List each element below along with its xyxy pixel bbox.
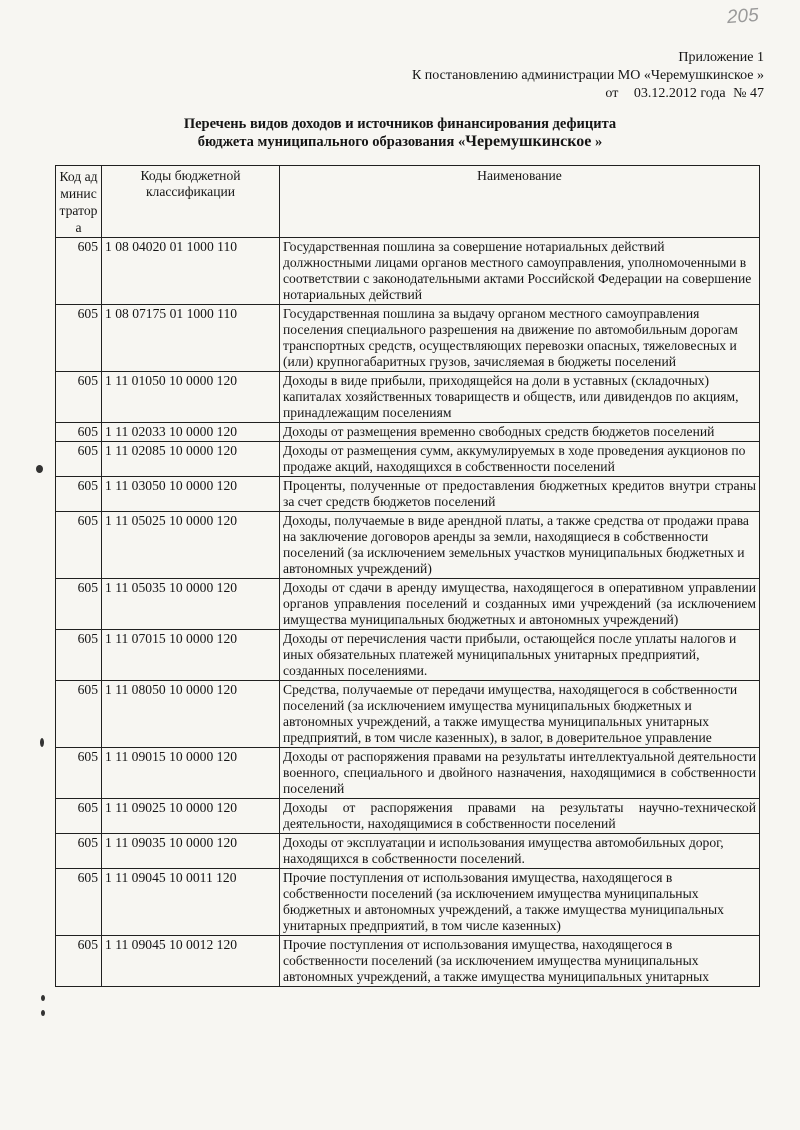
- table-row: [56, 477, 760, 512]
- table-row: [56, 423, 760, 442]
- admin-code-cell: 605: [56, 238, 102, 305]
- table-row: [56, 372, 760, 423]
- admin-code-cell: 605: [56, 372, 102, 423]
- document-header: [412, 49, 764, 103]
- admin-code-cell: 605: [56, 579, 102, 630]
- budget-code-cell: 1 11 05025 10 0000 120: [102, 512, 280, 579]
- table-row: [56, 834, 760, 869]
- admin-code-cell: 605: [56, 512, 102, 579]
- budget-code-cell: 1 08 07175 01 1000 110: [102, 305, 280, 372]
- title-line-1: Перечень видов доходов и источников финансирования дефицита: [183, 116, 617, 132]
- revenue-name-cell: Доходы, получаемые в виде арендной платы, а также средства от продажи права на заключение договоров аренды за земли, находящиеся в собственности поселений (за исключением земельных участков муниципальных бюджетных и автономных учреждений): [280, 512, 760, 579]
- revenue-name-cell: Доходы в виде прибыли, приходящейся на доли в уставных (складочных) капиталах хозяйственных товариществ и обществ, или дивидендов по акциям, принадлежащим поселениям: [280, 372, 760, 423]
- from-label: от: [605, 86, 619, 101]
- budget-code-cell: 1 11 09035 10 0000 120: [102, 834, 280, 869]
- admin-code-cell: 605: [56, 423, 102, 442]
- revenue-name-cell: Доходы от эксплуатации и использования имущества автомобильных дорог, находящихся в собственности поселений.: [280, 834, 760, 869]
- decree-date-line: [412, 85, 764, 103]
- decree-reference: К постановлению администрации МО «Черемушкинское »: [411, 68, 764, 83]
- admin-code-cell: 605: [56, 442, 102, 477]
- appendix-label: Приложение 1: [678, 50, 764, 65]
- scan-mark: [40, 738, 44, 747]
- revenue-name-cell: Доходы от сдачи в аренду имущества, находящегося в оперативном управлении органов управления поселений и созданных ими учреждений (за исключением имущества муниципальных бюджетных и автономных учреждений): [280, 579, 760, 630]
- admin-code-cell: 605: [56, 630, 102, 681]
- decree-date: 03.12.2012 года: [633, 86, 726, 101]
- table-row: [56, 579, 760, 630]
- header-name: Наименование: [280, 166, 760, 238]
- table-row: [56, 512, 760, 579]
- scan-mark: [41, 995, 45, 1001]
- table-header-row: [56, 166, 760, 238]
- revenue-name-cell: Прочие поступления от использования имущества, находящегося в собственности поселений (за исключением имущества муниципальных бюджетных и автономных учреждений, а также имущества муниципальных унитарных предприятий, в том числе казенных): [280, 869, 760, 936]
- table-row: [56, 630, 760, 681]
- decree-number: № 47: [733, 86, 764, 101]
- header-budget-code: Коды бюджетной классификации: [102, 166, 280, 238]
- revenue-name-cell: Государственная пошлина за выдачу органом местного самоуправления поселения специального разрешения на движение по автомобильным дорогам транспортных средств, осуществляющих перевозки опасных, тяжеловесных и (или) крупногабаритных грузов, зачисляемая в бюджеты поселений: [280, 305, 760, 372]
- revenue-name-cell: Прочие поступления от использования имущества, находящегося в собственности поселений (за исключением имущества муниципальных автономных учреждений, а также имущества муниципальных унитарных: [280, 936, 760, 987]
- table-row: [56, 305, 760, 372]
- budget-code-cell: 1 11 02085 10 0000 120: [102, 442, 280, 477]
- revenue-name-cell: Доходы от размещения сумм, аккумулируемых в ходе проведения аукционов по продаже акций, находящихся в собственности поселений: [280, 442, 760, 477]
- revenue-sources-table: [55, 165, 760, 987]
- budget-code-cell: 1 11 08050 10 0000 120: [102, 681, 280, 748]
- revenue-name-cell: Проценты, полученные от предоставления бюджетных кредитов внутри страны за счет средств бюджетов поселений: [280, 477, 760, 512]
- budget-code-cell: 1 08 04020 01 1000 110: [102, 238, 280, 305]
- budget-code-cell: 1 11 02033 10 0000 120: [102, 423, 280, 442]
- title-line-2: [0, 133, 800, 151]
- table-row: [56, 936, 760, 987]
- header-admin-code: Код администратора: [56, 166, 102, 238]
- revenue-name-cell: Средства, получаемые от передачи имущества, находящегося в собственности поселений (за исключением имущества муниципальных бюджетных и автономных учреждений, а также имущества муниципальных унитарных предприятий, в том числе казенных), в залог, в доверительное управление: [280, 681, 760, 748]
- budget-code-cell: 1 11 01050 10 0000 120: [102, 372, 280, 423]
- admin-code-cell: 605: [56, 477, 102, 512]
- table-row: [56, 238, 760, 305]
- table-row: [56, 748, 760, 799]
- handwritten-page-number: 205: [726, 4, 760, 29]
- revenue-name-cell: Доходы от распоряжения правами на результаты интеллектуальной деятельности военного, специального и двойного назначения, находящимися в собственности поселений: [280, 748, 760, 799]
- budget-code-cell: 1 11 07015 10 0000 120: [102, 630, 280, 681]
- table-row: [56, 869, 760, 936]
- table-row: [56, 442, 760, 477]
- revenue-name-cell: Государственная пошлина за совершение нотариальных действий должностными лицами органов местного самоуправления, уполномоченными в соответствии с законодательными актами Российской Федерации на совершение нотариальных действий: [280, 238, 760, 305]
- budget-code-cell: 1 11 09045 10 0011 120: [102, 869, 280, 936]
- admin-code-cell: 605: [56, 869, 102, 936]
- admin-code-cell: 605: [56, 799, 102, 834]
- budget-code-cell: 1 11 03050 10 0000 120: [102, 477, 280, 512]
- admin-code-cell: 605: [56, 305, 102, 372]
- admin-code-cell: 605: [56, 834, 102, 869]
- budget-code-cell: 1 11 09025 10 0000 120: [102, 799, 280, 834]
- document-title: [0, 115, 800, 151]
- admin-code-cell: 605: [56, 681, 102, 748]
- budget-code-cell: 1 11 09045 10 0012 120: [102, 936, 280, 987]
- table-row: [56, 799, 760, 834]
- budget-code-cell: 1 11 09015 10 0000 120: [102, 748, 280, 799]
- scan-mark: [41, 1010, 45, 1016]
- budget-code-cell: 1 11 05035 10 0000 120: [102, 579, 280, 630]
- revenue-name-cell: Доходы от размещения временно свободных средств бюджетов поселений: [280, 423, 760, 442]
- revenue-name-cell: Доходы от распоряжения правами на результаты научно-технической деятельности, находящимися в собственности поселений: [280, 799, 760, 834]
- revenue-name-cell: Доходы от перечисления части прибыли, остающейся после уплаты налогов и иных обязательных платежей муниципальных унитарных предприятий, созданных поселениями.: [280, 630, 760, 681]
- table-row: [56, 681, 760, 748]
- municipality-name: Черемушкинское: [465, 133, 592, 150]
- admin-code-cell: 605: [56, 748, 102, 799]
- title-suffix: »: [591, 134, 603, 150]
- admin-code-cell: 605: [56, 936, 102, 987]
- scan-mark: [36, 465, 43, 473]
- title-prefix: бюджета муниципального образования «: [197, 134, 466, 150]
